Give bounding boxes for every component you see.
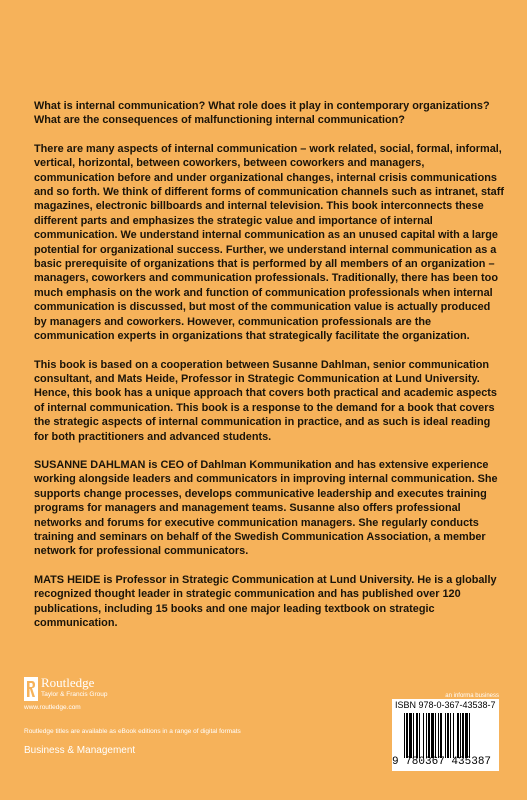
barcode-panel [392, 699, 499, 771]
back-cover-text [34, 99, 504, 644]
barcode-icon [404, 713, 496, 758]
intro-paragraph: What is internal communication? What role does it play in contemporary organizations? What are the consequences of malfunctioning internal communication? [34, 100, 490, 127]
authors-cooperation-paragraph: This book is based on a cooperation between Susanne Dahlman, senior communication consultant, and Mats Heide, Professor in Strategic Communication at Lund University. Hence, this book has a unique approach that covers both practical and academic aspects of internal communication. This book is a response to the demand for a book that covers the strategic aspects of internal communication in practice, and as such is ideal reading for both practitioners and advanced students. [34, 358, 497, 443]
description-paragraph: There are many aspects of internal communication – work related, social, formal, informal, vertical, horizontal, between coworkers, between coworkers and managers, communication before and under organizational changes, internal crisis communications and so forth. We think of different forms of communication channels such as intranet, staff magazines, electronic billboards and internal television. This book interconnects these different parts and emphasizes the strategic value and importance of internal communication. We understand internal communication as an unused capital with a large potential for organizational success. Further, we understand internal communication as a basic prerequisite of organizations that is performed by all members of an organization – managers, coworkers and communication professionals. Traditionally, there has been too much emphasis on the work and function of communication professionals when internal communication is discussed, but most of the communication value is actually produced by managers and coworkers. However, communication professionals are the communication experts in organizations that strategically facilitate the organization. [34, 142, 504, 343]
author-bio-heide: MATS HEIDE is Professor in Strategic Communication at Lund University. He is a globally recognized thought leader in strategic communication and has published over 120 publications, including 15 books and one major leading textbook on strategic communication. [34, 573, 497, 629]
publisher-url: www.routledge.com [24, 704, 81, 711]
routledge-logo-icon [24, 677, 38, 701]
isbn-label: ISBN 978-0-367-43538-7 [395, 700, 496, 710]
barcode-number: 9 780367 435387 [392, 756, 492, 768]
publisher-subline: Taylor & Francis Group [41, 691, 108, 698]
ebook-note: Routledge titles are available as eBook editions in a range of digital formats [24, 728, 241, 735]
author-bio-dahlman: SUSANNE DAHLMAN is CEO of Dahlman Kommunikation and has extensive experience working alongside leaders and communicators in improving internal communication. She supports change processes, develops communicative leadership and executes training programs for managers and management teams. Susanne also offers professional networks and forums for executive communication managers. She regularly conducts training and seminars on behalf of the Swedish Communication Association, a member network for professional communicators. [34, 458, 498, 558]
publisher-name: Routledge [41, 675, 95, 690]
subject-category: Business & Management [24, 745, 136, 756]
informa-tagline: an informa business [445, 693, 499, 699]
